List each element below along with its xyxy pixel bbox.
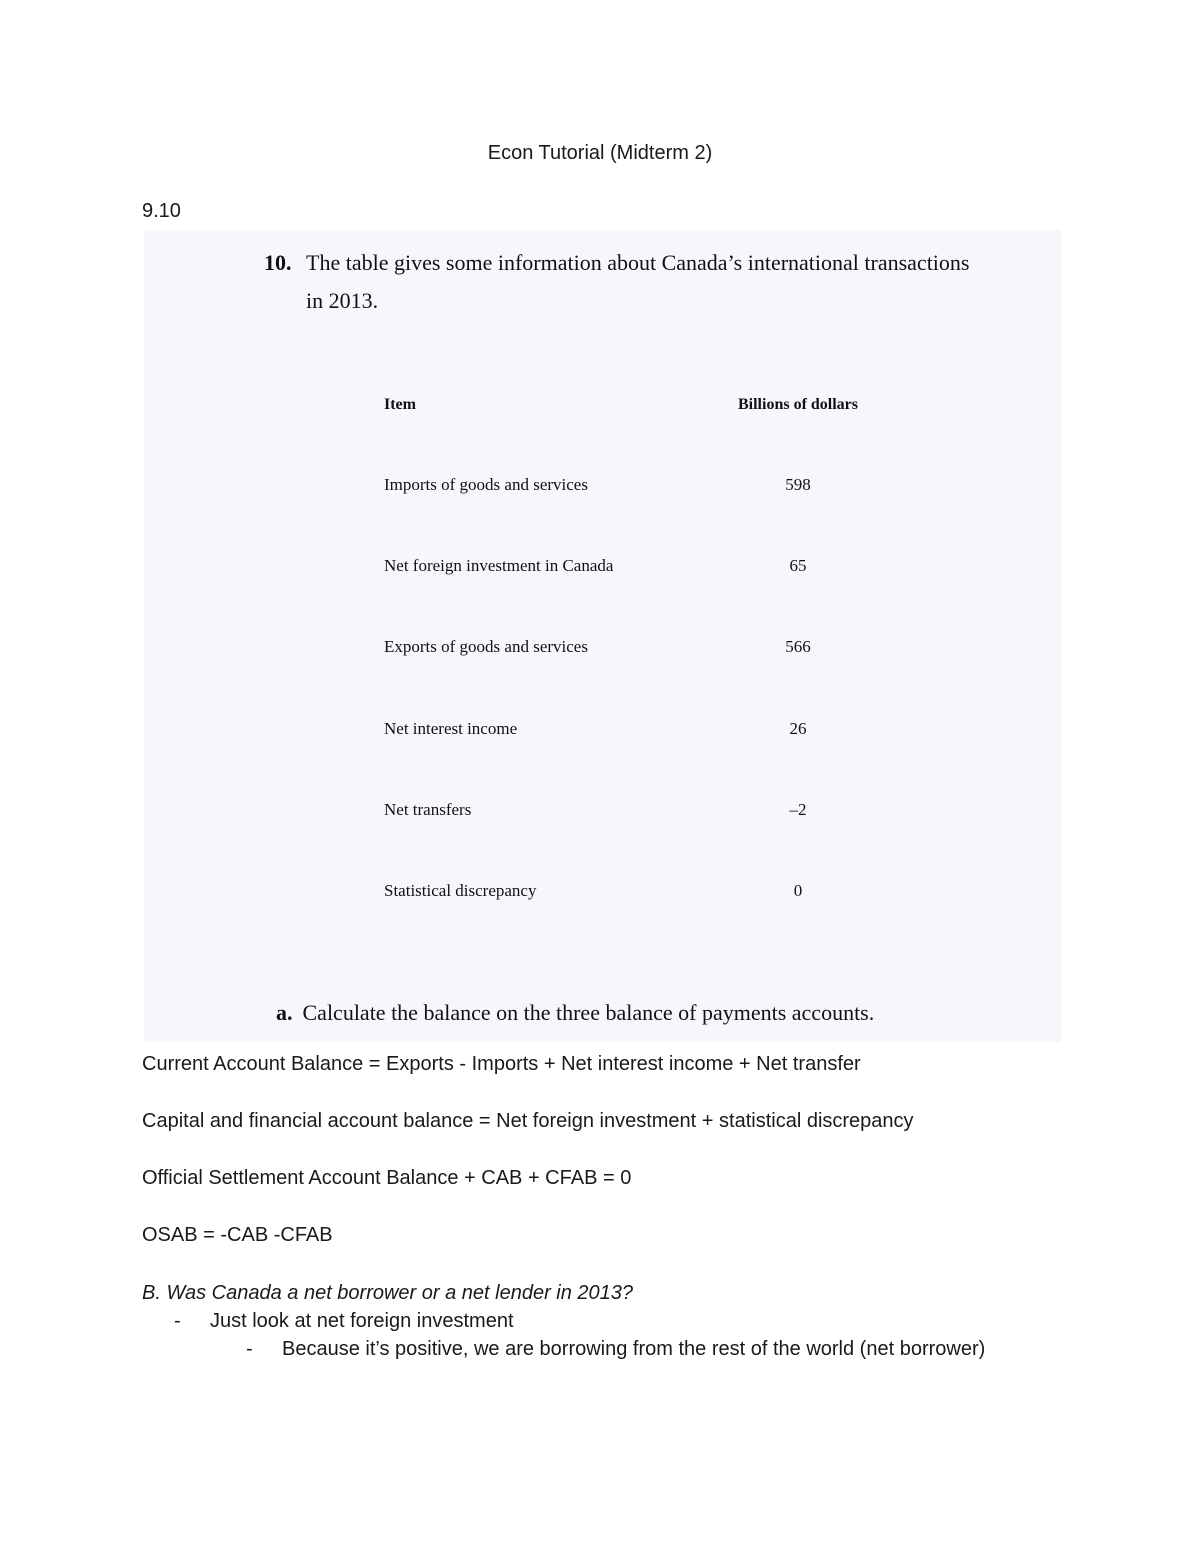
part-a-text: Calculate the balance on the three balance of payments accounts. [302,1000,875,1025]
note-osab-formula: OSAB = -CAB -CFAB [142,1224,333,1246]
bullet-dash: - [246,1338,253,1360]
part-a-letter: a. [276,1000,293,1025]
row-item: Net transfers [384,800,472,819]
bullet-text: Just look at net foreign investment [210,1310,514,1332]
row-value: 65 [789,556,807,575]
column-header-item: Item [384,396,416,413]
row-item: Net foreign investment in Canada [384,556,614,575]
note-current-account: Current Account Balance = Exports - Imports + Net interest income + Net transfer [142,1053,861,1075]
bullet-text: Because it’s positive, we are borrowing from the rest of the world (net borrower) [282,1338,986,1360]
row-item: Statistical discrepancy [384,881,537,900]
row-value: 598 [785,475,811,494]
question-number: 10. [264,250,292,275]
question-text: The table gives some information about Canada’s international transactions in 2013. [306,250,970,313]
question-b: B. Was Canada a net borrower or a net lender in 2013? [142,1282,634,1304]
row-item: Imports of goods and services [384,475,588,494]
row-value: 566 [785,637,811,656]
bullet-level-1 [174,1310,514,1333]
section-number: 9.10 [142,200,181,222]
row-item: Exports of goods and services [384,637,588,656]
row-value: –2 [789,800,807,819]
note-official-settlement: Official Settlement Account Balance + CAB + CFAB = 0 [142,1167,632,1189]
note-capital-account: Capital and financial account balance = Net foreign investment + statistical discrepancy [142,1110,914,1132]
document-title: Econ Tutorial (Midterm 2) [487,142,713,164]
column-header-value: Billions of dollars [737,396,859,413]
bullet-dash: - [174,1310,181,1332]
row-item: Net interest income [384,719,518,738]
textbook-excerpt-image [144,230,1061,1042]
bullet-level-2 [246,1338,985,1361]
question-part-a [276,1000,874,1026]
row-value: 0 [793,881,803,900]
row-value: 26 [789,719,807,738]
question-heading [264,244,984,320]
